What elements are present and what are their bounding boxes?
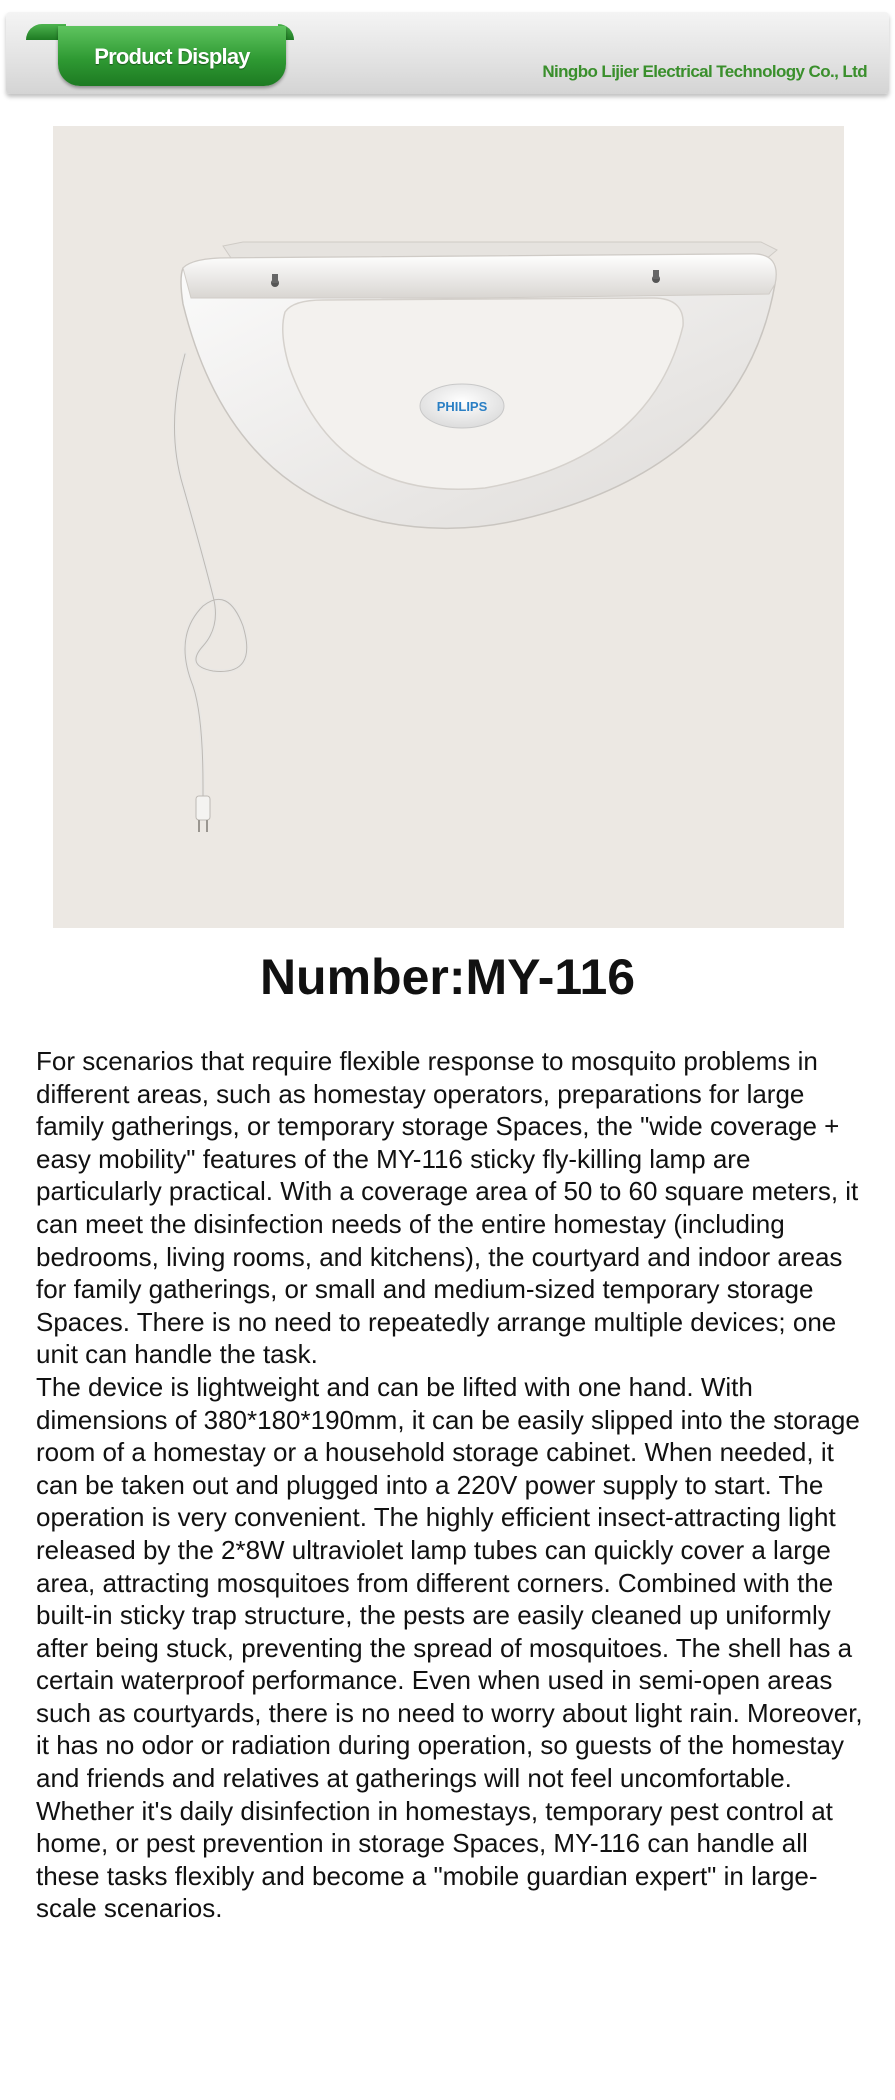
description-paragraph-2: The device is lightweight and can be lifted with one hand. With dimensions of 380*180*190mm, it can be easily slipped into the storage room of a homestay or a household storage cabinet. When needed, it can be taken out and plugged into a 220V power supply to start. The operation is very convenient. The highly efficient insect-attracting light released by the 2*8W ultraviolet lamp tubes can quickly cover a large area, attracting mosquitoes from different corners. Combined with the built-in sticky trap structure, the pests are easily cleaned up uniformly after being stuck, preventing the spread of mosquitoes. The shell has a certain waterproof performance. Even when used in semi-open areas such as courtyards, there is no need to worry about light rain. Moreover, it has no odor or radiation during operation, so guests of the homestay and friends and relatives at gatherings will not feel uncomfortable. Whether it's daily disinfection in homestays, temporary pest control at home, or pest prevention in storage Spaces, MY-116 can handle all these tasks flexibly and become a "mobile guardian expert" in large-scale scenarios. <box>36 1371 863 1924</box>
company-name: Ningbo Lijier Electrical Technology Co., Ltd <box>542 62 867 81</box>
fly-killing-lamp-illustration <box>53 126 844 928</box>
philips-logo: PHILIPS <box>436 399 488 414</box>
product-number-title: Number:MY-116 <box>259 949 636 1005</box>
product-image <box>53 126 844 928</box>
product-description <box>36 1045 872 1925</box>
header-banner <box>6 12 889 94</box>
description-paragraph-1: For scenarios that require flexible response to mosquito problems in different areas, such as homestay operators, preparations for large family gatherings, or temporary storage Spaces, the "wide coverage + easy mobility" features of the MY-116 sticky fly-killing lamp are particularly practical. With a coverage area of 50 to 60 square meters, it can meet the disinfection needs of the entire homestay (including bedrooms, living rooms, and kitchens), the courtyard and indoor areas for family gatherings, or small and medium-sized temporary storage Spaces. There is no need to repeatedly arrange multiple devices; one unit can handle the task. <box>36 1046 859 1370</box>
product-display-label: Product Display <box>94 44 250 69</box>
